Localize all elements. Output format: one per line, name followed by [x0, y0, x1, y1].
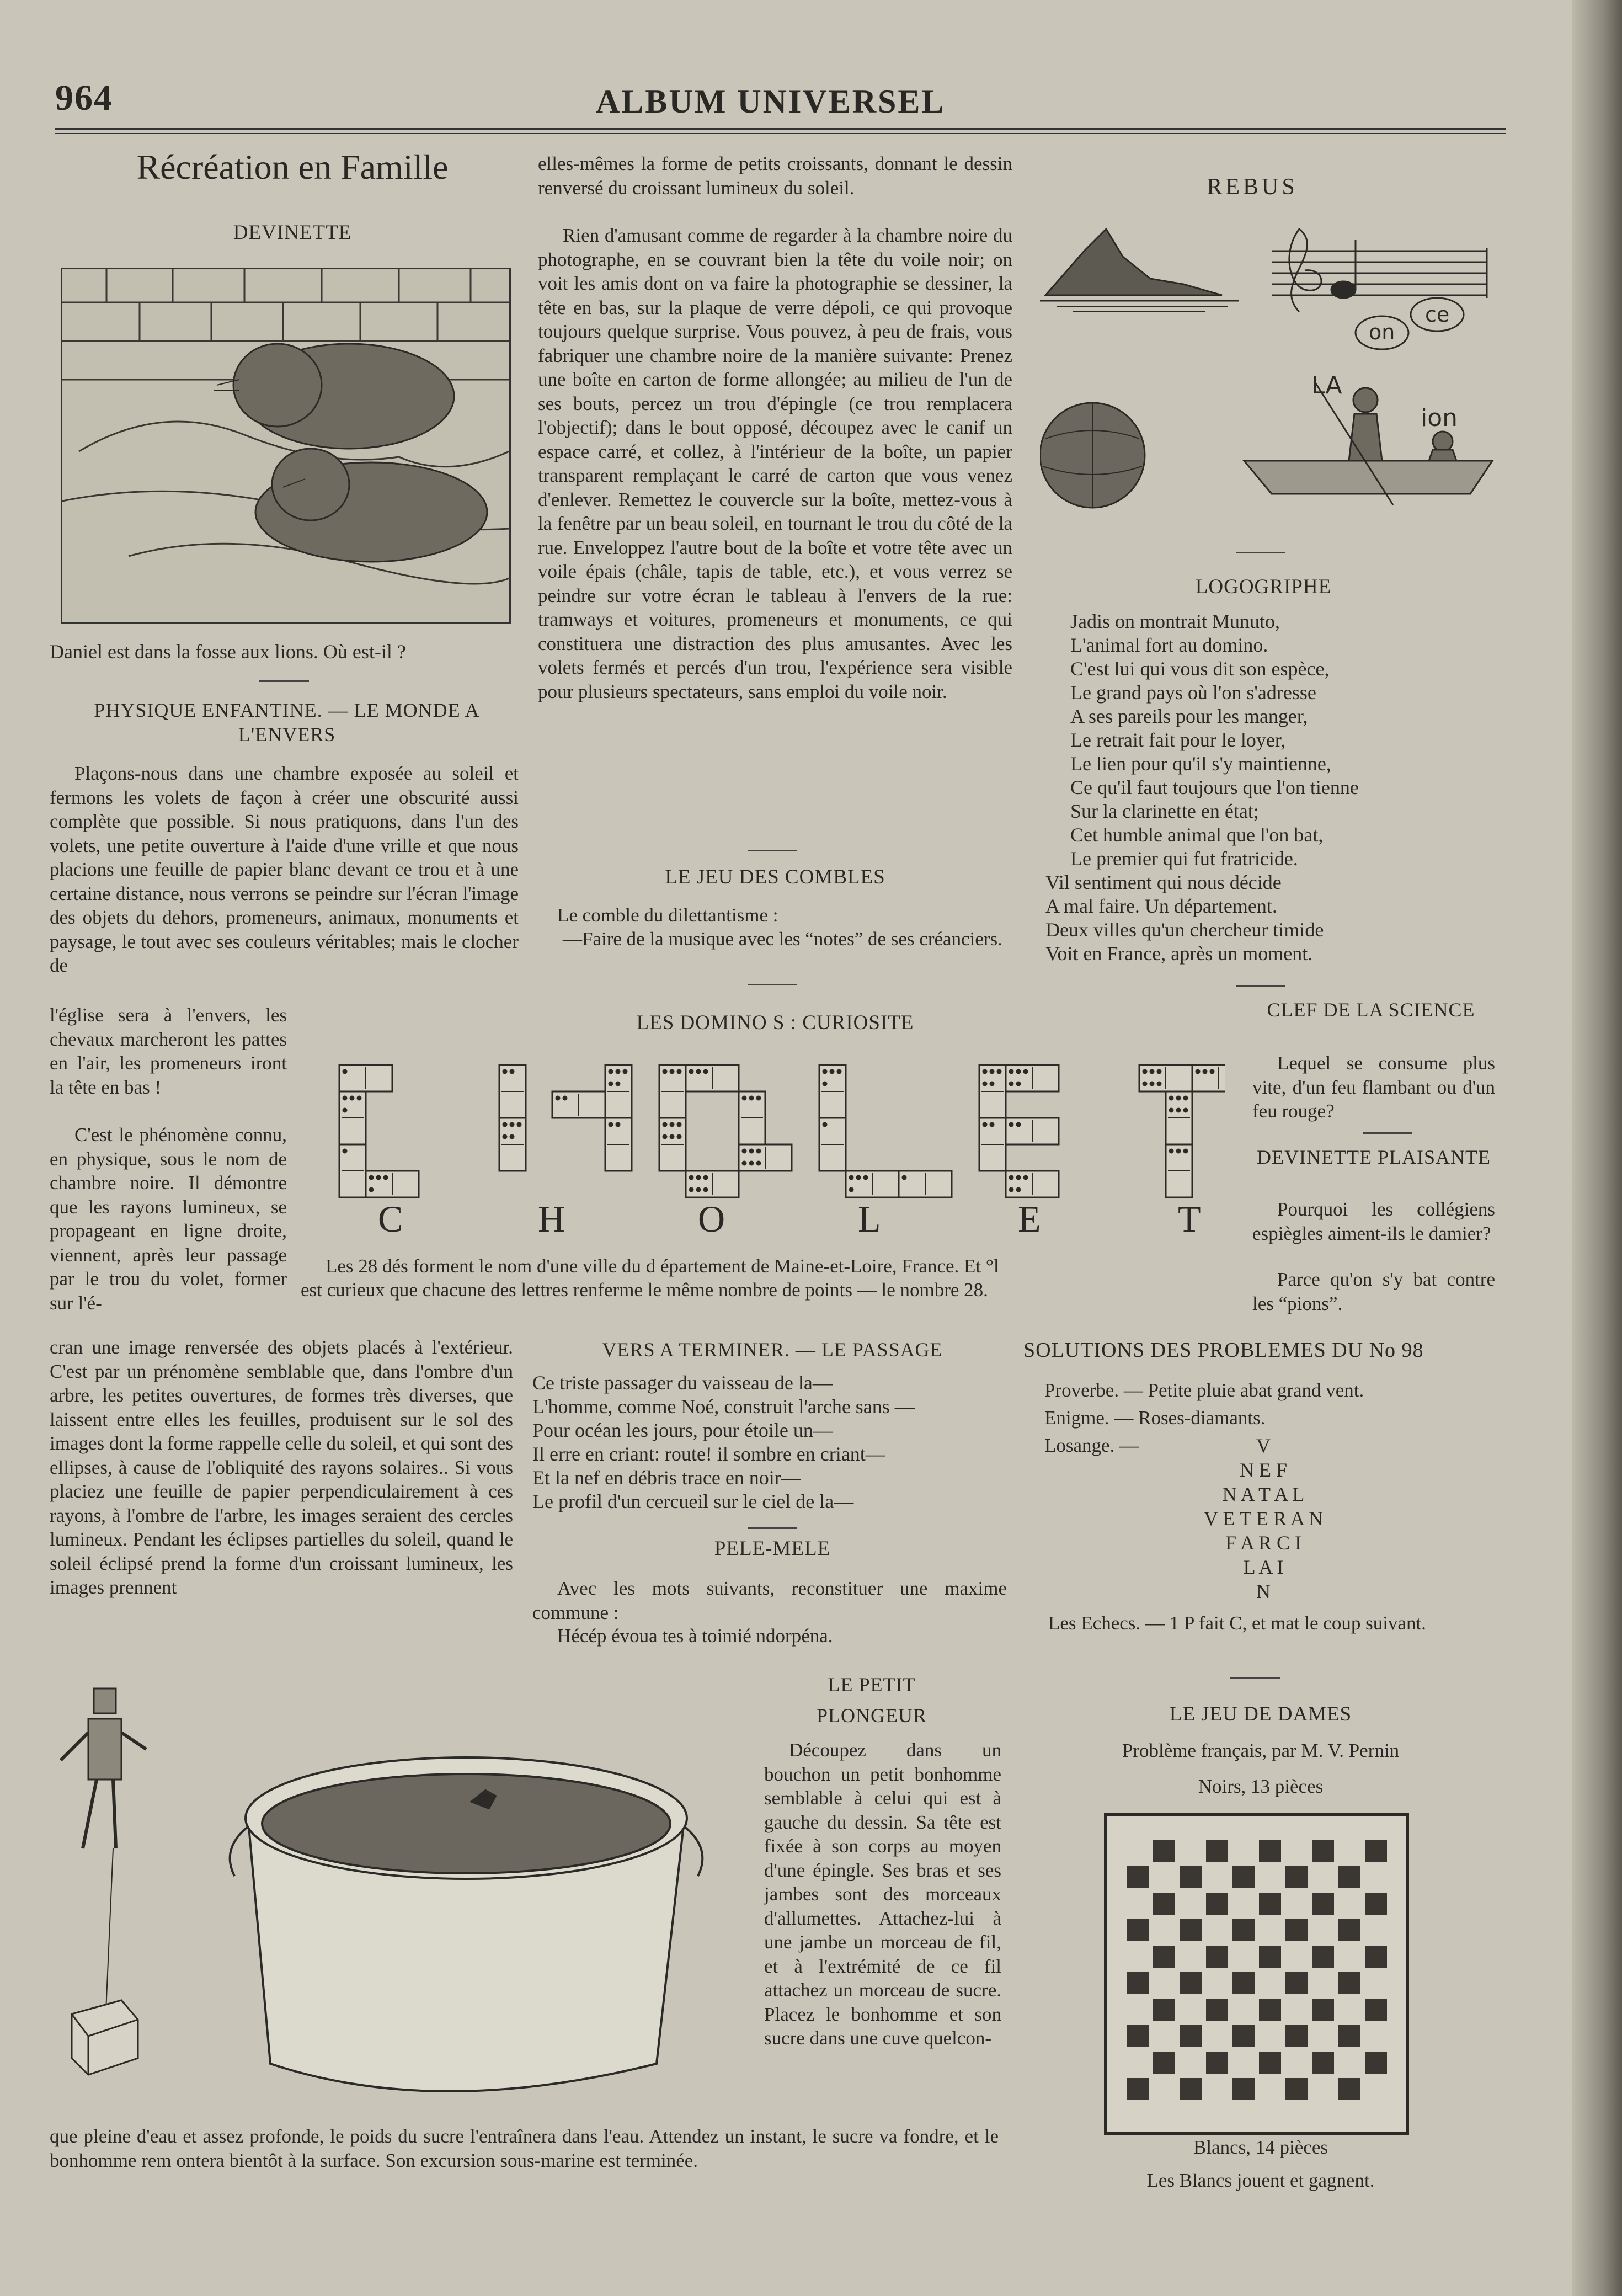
logogriphe-line: Deux villes qu'un chercheur timide	[1045, 919, 1324, 941]
board-square	[1312, 1999, 1334, 2021]
domino-pip	[616, 1082, 621, 1086]
logogriphe-line: Le premier qui fut fratricide.	[1070, 848, 1298, 870]
domino-pip	[1016, 1187, 1021, 1192]
board-square	[1312, 2052, 1334, 2074]
camera-obscura-text: Rien d'amusant comme de regarder à la chambre noire du photographe, en se couvrant bien la tête du voile noir; on voit les amis dont on va faire la photographie se dessiner, la tête en bas, sur la plaque de verre dépoli, ce qui provoque toujours quelque surprise. Vous pouvez, à peu de frais, vous fabriquer une chambre noire de la manière suivante: Prenez une boîte en carton de forme allongée; au milieu de l'un de ses bouts, percez un trou d'épingle (ce trou remplacera l'objectif); dans le bout opposé, découpez avec le canif un espace carré, et collez, à l'intérieur de la boîte, un papier transparent remplaçant le carré de carton que vous venez d'enlever. Remettez le couvercle sur la boîte, mettez-vous à la fenêtre par un beau soleil, en tournant le trou du côté de la rue. Enveloppez l'autre bout de la boîte et votre tête avec un voile épais (châle, tapis de table, etc.), et vous verrez se peindre sur votre écran le tableau à l'envers de la rue: tramways et voitures, promeneurs et monuments, ce qui constituera une distraction des plus amusantes. Avec les volets fermés et percés d'un trou, l'expérience sera visible pour plusieurs spectateurs, sans emploi du voile noir.	[538, 225, 1012, 702]
domino-pip	[1009, 1175, 1014, 1180]
pelemele-text: Avec les mots suivants, reconstituer une maxime commune :	[532, 1578, 1007, 1623]
board-square	[1232, 1972, 1255, 1994]
plongeur-text-block	[764, 1738, 1001, 2050]
passage-heading: VERS A TERMINER. — LE PASSAGE	[602, 1339, 943, 1361]
domino-pip	[376, 1175, 381, 1180]
board-square	[1180, 1866, 1202, 1888]
domino-pip	[849, 1187, 854, 1192]
domino-pip	[556, 1096, 561, 1101]
domino-pip	[609, 1069, 613, 1074]
domino-letters-drawing	[331, 1051, 1225, 1206]
cooking-pot-icon	[230, 1757, 703, 2091]
board-square	[1206, 1999, 1228, 2021]
physique-paragraph-3: cran une image renversée des objets placés à l'extérieur. C'est par un prénomène semblable que, dans l'ombre d'un arbre, les petites ouvertures, de formes très diverses, que laissent entre elles les feuilles, produisent sur le sol des images dont la forme rappelle celle du soleil, et qui sont des ellipses, à cause de l'obliquité des rayons solaires.. Si vous placiez une feuille de papier perpendiculairement à ces rayons, à l'ombre de l'arbre, les images seraient des cercles lumineux. Pendant les éclipses partielles du soleil, quand le soleil éclipsé prend la forme d'un croissant lumineux, les images prennent	[50, 1336, 513, 1598]
domino-letter: E	[1018, 1198, 1041, 1240]
board-square	[1285, 1919, 1308, 1941]
board-square	[1153, 1946, 1175, 1968]
domino-pip	[616, 1069, 621, 1074]
domino-pip	[677, 1069, 682, 1074]
losange-row: F A R C I	[1225, 1532, 1302, 1554]
board-square	[1180, 1919, 1202, 1941]
logogriphe-verse	[1045, 610, 1509, 966]
dames-blancs: Blancs, 14 pièces	[1193, 2137, 1328, 2158]
domino-pip	[689, 1175, 694, 1180]
domino-pip	[503, 1134, 508, 1139]
domino-pip	[1176, 1096, 1181, 1101]
domino-pip	[1009, 1082, 1014, 1086]
domino-pip	[609, 1122, 613, 1127]
domino-pip	[1143, 1069, 1148, 1074]
domino-pip	[749, 1149, 754, 1154]
clef-heading: CLEF DE LA SCIENCE	[1267, 999, 1475, 1021]
domino-pip	[663, 1069, 668, 1074]
board-square	[1365, 1946, 1387, 1968]
board-square	[1206, 1893, 1228, 1915]
section-title: Récréation en Famille	[136, 147, 449, 187]
domino-pip	[990, 1069, 995, 1074]
plaisante-question: Pourquoi les collégiens espiègles aiment-ils le damier?	[1252, 1198, 1495, 1244]
logogriphe-line: C'est lui qui vous dit son espèce,	[1070, 658, 1330, 680]
combles-line-1: Le comble du dilettantisme :	[557, 904, 778, 926]
rebus-label-on: on	[1369, 320, 1395, 344]
rebus-illustration	[1040, 218, 1509, 527]
dames-result: Les Blancs jouent et gagnent.	[1146, 2170, 1375, 2191]
plaisante-heading: DEVINETTE PLAISANTE	[1257, 1146, 1491, 1168]
pelemele-words: Hécép évoua tes à toimié ndorpéna.	[557, 1625, 833, 1647]
board-square	[1338, 1866, 1360, 1888]
domino-pip	[663, 1134, 668, 1139]
board-square	[1127, 1972, 1149, 1994]
board-square	[1127, 1919, 1149, 1941]
domino-pip	[517, 1122, 522, 1127]
domino-pip	[756, 1161, 761, 1166]
board-square	[1285, 1866, 1308, 1888]
domino-pip	[1009, 1187, 1014, 1192]
board-square	[1259, 1999, 1281, 2021]
domino-pip	[1183, 1149, 1188, 1154]
checkerboard-figure	[1103, 1813, 1410, 2135]
domino-pip	[1183, 1096, 1188, 1101]
plaisante-answer-block	[1252, 1267, 1495, 1315]
logogriphe-line: Ce qu'il faut toujours que l'on tienne	[1070, 776, 1359, 798]
domino-pip	[837, 1069, 842, 1074]
domino-pip	[1210, 1069, 1215, 1074]
board-square	[1285, 1972, 1308, 1994]
page-edge-shadow	[1572, 0, 1622, 2296]
domino-pip	[1169, 1149, 1174, 1154]
logogriphe-line: A mal faire. Un département.	[1045, 895, 1277, 917]
board-square	[1365, 1999, 1387, 2021]
domino-pip	[677, 1122, 682, 1127]
plongeur-drawing	[39, 1683, 767, 2119]
domino-pip	[703, 1069, 708, 1074]
lions-den-drawing	[62, 269, 509, 622]
domino-pip	[990, 1082, 995, 1086]
domino-pip	[742, 1096, 747, 1101]
domino-pip	[1009, 1069, 1014, 1074]
domino-pip	[1150, 1069, 1155, 1074]
board-square	[1285, 2078, 1308, 2100]
losange-row: V	[1256, 1435, 1271, 1457]
logogriphe-line: Voit en France, après un moment.	[1045, 942, 1313, 965]
board-square	[1259, 1946, 1281, 1968]
domino-pip	[696, 1187, 701, 1192]
domino-pip	[1157, 1069, 1162, 1074]
board-square	[1259, 2052, 1281, 2074]
domino-pip	[369, 1175, 374, 1180]
board-square	[1312, 1893, 1334, 1915]
domino-pip	[510, 1069, 515, 1074]
board-square	[1232, 1919, 1255, 1941]
board-square	[1365, 2052, 1387, 2074]
solution-losange-label: Losange. —	[1044, 1435, 1139, 1456]
domino-pip	[689, 1069, 694, 1074]
devinette-caption: Daniel est dans la fosse aux lions. Où est-il ?	[50, 641, 406, 663]
domino-pip	[677, 1134, 682, 1139]
rebus-label-ce: ce	[1425, 302, 1450, 327]
logogriphe-line: Le retrait fait pour le loyer,	[1070, 729, 1286, 751]
passage-line: Ce triste passager du vaisseau de la—	[532, 1372, 833, 1394]
logogriphe-line: Le lien pour qu'il s'y maintienne,	[1070, 753, 1331, 775]
rebus-drawing	[1040, 218, 1509, 527]
domino-pip	[1176, 1149, 1181, 1154]
losange-row: L A I	[1243, 1556, 1284, 1578]
passage-line: Le profil d'un cercueil sur le ciel de la—	[532, 1490, 854, 1512]
solution-enigme: Enigme. — Roses-diamants.	[1044, 1407, 1266, 1429]
rebus-label-ion: ion	[1421, 404, 1458, 432]
domino-pip	[670, 1134, 675, 1139]
domino-pip	[703, 1175, 708, 1180]
domino-pip	[510, 1122, 515, 1127]
physique-paragraph-1	[50, 761, 519, 978]
domino-pip	[1203, 1069, 1208, 1074]
board-square	[1153, 1893, 1175, 1915]
dominos-caption-2: est curieux que chacune des lettres renferme le même nombre de points — le nombre 28.	[301, 1279, 988, 1301]
solution-proverbe: Proverbe. — Petite pluie abat grand vent.	[1044, 1379, 1364, 1401]
board-square	[1365, 1893, 1387, 1915]
cork-figure-icon	[61, 1688, 146, 2075]
domino-letter: T	[1178, 1198, 1201, 1240]
passage-verse	[532, 1371, 1012, 1514]
losange-grid	[1120, 1434, 1407, 1604]
logogriphe-line: A ses pareils pour les manger,	[1070, 705, 1308, 727]
domino-pip	[1016, 1175, 1021, 1180]
physique-paragraph-2	[50, 1123, 287, 1315]
domino-pip	[823, 1082, 828, 1086]
header-rule-2	[55, 133, 1506, 134]
passage-line: Et la nef en débris trace en noir—	[532, 1467, 801, 1489]
divider	[748, 984, 797, 985]
domino-pip	[1016, 1122, 1021, 1127]
domino-pip	[343, 1096, 348, 1101]
board-square	[1338, 1972, 1360, 1994]
domino-pip	[742, 1161, 747, 1166]
domino-pip	[742, 1149, 747, 1154]
physique-heading: PHYSIQUE ENFANTINE. — LE MONDE A L'ENVERS	[94, 699, 480, 745]
board-square	[1285, 2025, 1308, 2047]
music-staff-icon	[1272, 229, 1487, 312]
physique-continuation: elles-mêmes la forme de petits croissants, donnant le dessin renversé du croissant lumineux du soleil.	[538, 153, 1012, 199]
domino-pip	[1183, 1108, 1188, 1113]
dames-subtitle: Problème français, par M. V. Pernin	[1122, 1740, 1400, 1761]
divider	[1363, 1132, 1412, 1134]
domino-pip	[1023, 1175, 1028, 1180]
domino-pip	[1176, 1108, 1181, 1113]
domino-pip	[756, 1096, 761, 1101]
domino-pip	[670, 1069, 675, 1074]
pelemele-heading: PELE-MELE	[714, 1537, 831, 1560]
domino-pip	[863, 1175, 868, 1180]
board-square	[1259, 1840, 1281, 1862]
pelemele-text-block	[532, 1576, 1007, 1624]
logogriphe-line: L'animal fort au domino.	[1070, 634, 1268, 656]
domino-pip	[503, 1069, 508, 1074]
dominos-heading: LES DOMINO S : CURIOSITE	[636, 1011, 914, 1034]
board-square	[1232, 2078, 1255, 2100]
board-square	[1153, 1999, 1175, 2021]
page-number: 964	[55, 78, 113, 118]
domino-pip	[1169, 1096, 1174, 1101]
domino-letters-figure	[331, 1051, 1225, 1206]
domino-pip	[997, 1069, 1002, 1074]
board-square	[1338, 2078, 1360, 2100]
combles-text: —Faire de la musique avec les “notes” de ses créanciers.	[563, 928, 1002, 950]
journal-title: ALBUM UNIVERSEL	[596, 83, 946, 120]
board-square	[1127, 2078, 1149, 2100]
board-square	[1206, 1946, 1228, 1968]
domino-pip	[510, 1134, 515, 1139]
divider	[1230, 1677, 1280, 1679]
domino-pip	[609, 1082, 613, 1086]
logogriphe-line: Jadis on montrait Munuto,	[1070, 610, 1280, 632]
logogriphe-line: Sur la clarinette en état;	[1070, 800, 1259, 822]
domino-pip	[703, 1187, 708, 1192]
solution-echecs-block	[1023, 1611, 1498, 1636]
board-square	[1365, 1840, 1387, 1862]
divider	[748, 850, 797, 851]
pelemele-words-block	[532, 1624, 1007, 1648]
board-frame	[1106, 1815, 1407, 2133]
physique-text-1: Plaçons-nous dans une chambre exposée au soleil et fermons les volets de façon à créer une obscurité aussi complète que possible. Si nous pratiquons, dans l'un des volets, une petite ouverture à l'aide d'une vrille et que nous placions une feuille de papier blanc devant ce trou et à une certaine distance, nous verrons se peindre sur l'écran l'image des objets du dehors, promeneurs, animaux, monuments et paysage, le tout avec ses couleurs véritables; mais le clocher de	[50, 763, 519, 976]
domino-pip	[756, 1149, 761, 1154]
domino-pip	[1016, 1082, 1021, 1086]
board-square	[1232, 2025, 1255, 2047]
board-square	[1206, 1840, 1228, 1862]
board-square	[1312, 1946, 1334, 1968]
domino-pip	[503, 1122, 508, 1127]
domino-pip	[670, 1122, 675, 1127]
divider	[259, 680, 309, 682]
divider	[1236, 552, 1285, 553]
domino-pip	[1157, 1082, 1162, 1086]
domino-pip	[983, 1069, 988, 1074]
domino-pip	[849, 1175, 854, 1180]
domino-pip	[623, 1069, 628, 1074]
domino-pip	[983, 1082, 988, 1086]
domino-pip	[696, 1069, 701, 1074]
domino-pip	[990, 1122, 995, 1127]
mountain-island-icon	[1040, 229, 1239, 312]
dames-heading: LE JEU DE DAMES	[1169, 1703, 1352, 1725]
board-square	[1259, 1893, 1281, 1915]
domino-pip	[663, 1122, 668, 1127]
domino-pip	[616, 1122, 621, 1127]
domino-pip	[357, 1096, 362, 1101]
domino-pip	[343, 1149, 348, 1154]
domino-pip	[1150, 1082, 1155, 1086]
globe-icon	[1040, 403, 1145, 508]
header-rule	[55, 128, 1506, 130]
logogriphe-line: Vil sentiment qui nous décide	[1045, 871, 1282, 893]
domino-pip	[830, 1069, 835, 1074]
domino-pip	[1009, 1122, 1014, 1127]
domino-pip	[563, 1096, 568, 1101]
losange-row: N E F	[1239, 1459, 1287, 1481]
logogriphe-line: Le grand pays où l'on s'adresse	[1070, 681, 1316, 704]
combles-line-2	[538, 927, 1012, 951]
rebus-label-la: LA	[1311, 371, 1342, 399]
domino-pip	[343, 1108, 348, 1113]
divider	[1236, 985, 1285, 987]
domino-letter: L	[858, 1198, 881, 1240]
domino-pip	[1196, 1069, 1201, 1074]
domino-pip	[696, 1175, 701, 1180]
domino-letter: C	[378, 1198, 403, 1240]
physique-paragraph-1b: l'église sera à l'envers, les chevaux marcheront les pattes en l'air, les promeneurs iront la tête en bas !	[50, 1004, 287, 1098]
board-square	[1232, 1866, 1255, 1888]
board-square	[1206, 2052, 1228, 2074]
domino-pip	[823, 1122, 828, 1127]
domino-pip	[823, 1069, 828, 1074]
passage-line: L'homme, comme Noé, construit l'arche sans —	[532, 1395, 915, 1418]
domino-pip	[1016, 1069, 1021, 1074]
boat-icon	[1244, 383, 1492, 505]
clef-text	[1252, 1051, 1495, 1123]
physique-text-2: C'est le phénomène connu, en physique, sous le nom de chambre noire. Il démontre que les rayons lumineux, se propageant en ligne droite, viennent, après leur passage par le trou du volet, former sur l'é-	[50, 1124, 287, 1314]
passage-line: Il erre en criant: route! il sombre en criant—	[532, 1443, 885, 1465]
domino-pip	[749, 1161, 754, 1166]
domino-pip	[1023, 1069, 1028, 1074]
board-square	[1153, 1840, 1175, 1862]
plaisante-answer: Parce qu'on s'y bat contre les “pions”.	[1252, 1269, 1495, 1314]
logogriphe-line: Cet humble animal que l'on bat,	[1070, 824, 1324, 846]
losange-row: N A T A L	[1222, 1483, 1305, 1505]
plaisante-text	[1252, 1197, 1495, 1245]
passage-line: Pour océan les jours, pour étoile un—	[532, 1419, 833, 1441]
domino-letter-labels	[331, 1197, 1225, 1240]
domino-pip	[983, 1122, 988, 1127]
board-square	[1127, 2025, 1149, 2047]
domino-letter: H	[538, 1198, 565, 1240]
combles-heading: LE JEU DES COMBLES	[665, 866, 885, 888]
rebus-heading: REBUS	[1207, 174, 1298, 200]
board-square	[1127, 1866, 1149, 1888]
board-square	[1180, 2078, 1202, 2100]
domino-pip	[1169, 1108, 1174, 1113]
dames-noirs: Noirs, 13 pièces	[1198, 1776, 1324, 1797]
losange-row: N	[1256, 1580, 1271, 1602]
checkerboard-drawing	[1103, 1813, 1410, 2135]
domino-pip	[350, 1096, 355, 1101]
losange-row: V E T E R A N	[1203, 1507, 1324, 1530]
domino-letter: O	[698, 1198, 725, 1240]
board-square	[1338, 2025, 1360, 2047]
divider	[748, 1527, 797, 1529]
board-square	[1180, 1972, 1202, 1994]
board-square	[1312, 1840, 1334, 1862]
solutions-heading: SOLUTIONS DES PROBLEMES DU No 98	[1023, 1339, 1424, 1362]
clef-question: Lequel se consume plus vite, d'un feu flambant ou d'un feu rouge?	[1252, 1052, 1495, 1122]
domino-pip	[1143, 1082, 1148, 1086]
plongeur-illustration	[39, 1683, 767, 2119]
domino-pip	[689, 1187, 694, 1192]
domino-pip	[856, 1175, 861, 1180]
plongeur-text: Découpez dans un bouchon un petit bonhomme semblable à celui qui est à gauche du dessin. Sa tête est fixée à son corps au moyen d'une épingle. Ses bras et ses jambes sont des morceaux d'allumettes. Attachez-lui à une jambe un morceau de fil, et à l'extrémité de ce fil attachez un morceau de sucre. Placez le bonhomme et son sucre dans une cuve quelcon-	[764, 1739, 1001, 2049]
domino-pip	[369, 1187, 374, 1192]
domino-pip	[383, 1175, 388, 1180]
solution-echecs: Les Echecs. — 1 P fait C, et mat le coup suivant.	[1048, 1612, 1426, 1634]
plongeur-heading: LE PETIT PLONGEUR	[816, 1674, 927, 1727]
domino-pip	[902, 1175, 907, 1180]
domino-tile	[1192, 1065, 1225, 1091]
lions-den-illustration	[61, 268, 511, 624]
dominos-caption-1: Les 28 dés forment le nom d'une ville du d épartement de Maine-et-Loire, France. Et °l	[326, 1255, 999, 1277]
logogriphe-heading: LOGOGRIPHE	[1195, 576, 1332, 598]
domino-pip	[749, 1096, 754, 1101]
camera-obscura-paragraph	[538, 223, 1012, 704]
board-square	[1153, 2052, 1175, 2074]
board-square	[1180, 2025, 1202, 2047]
domino-pip	[343, 1069, 348, 1074]
plongeur-text-end: que pleine d'eau et assez profonde, le poids du sucre l'entraînera dans l'eau. Attendez un instant, le sucre va fondre, et le bonhomme rem ontera bientôt à la surface. Son excursion sous-marine est terminée.	[50, 2125, 999, 2171]
devinette-heading: DEVINETTE	[233, 221, 352, 244]
board-square	[1338, 1919, 1360, 1941]
